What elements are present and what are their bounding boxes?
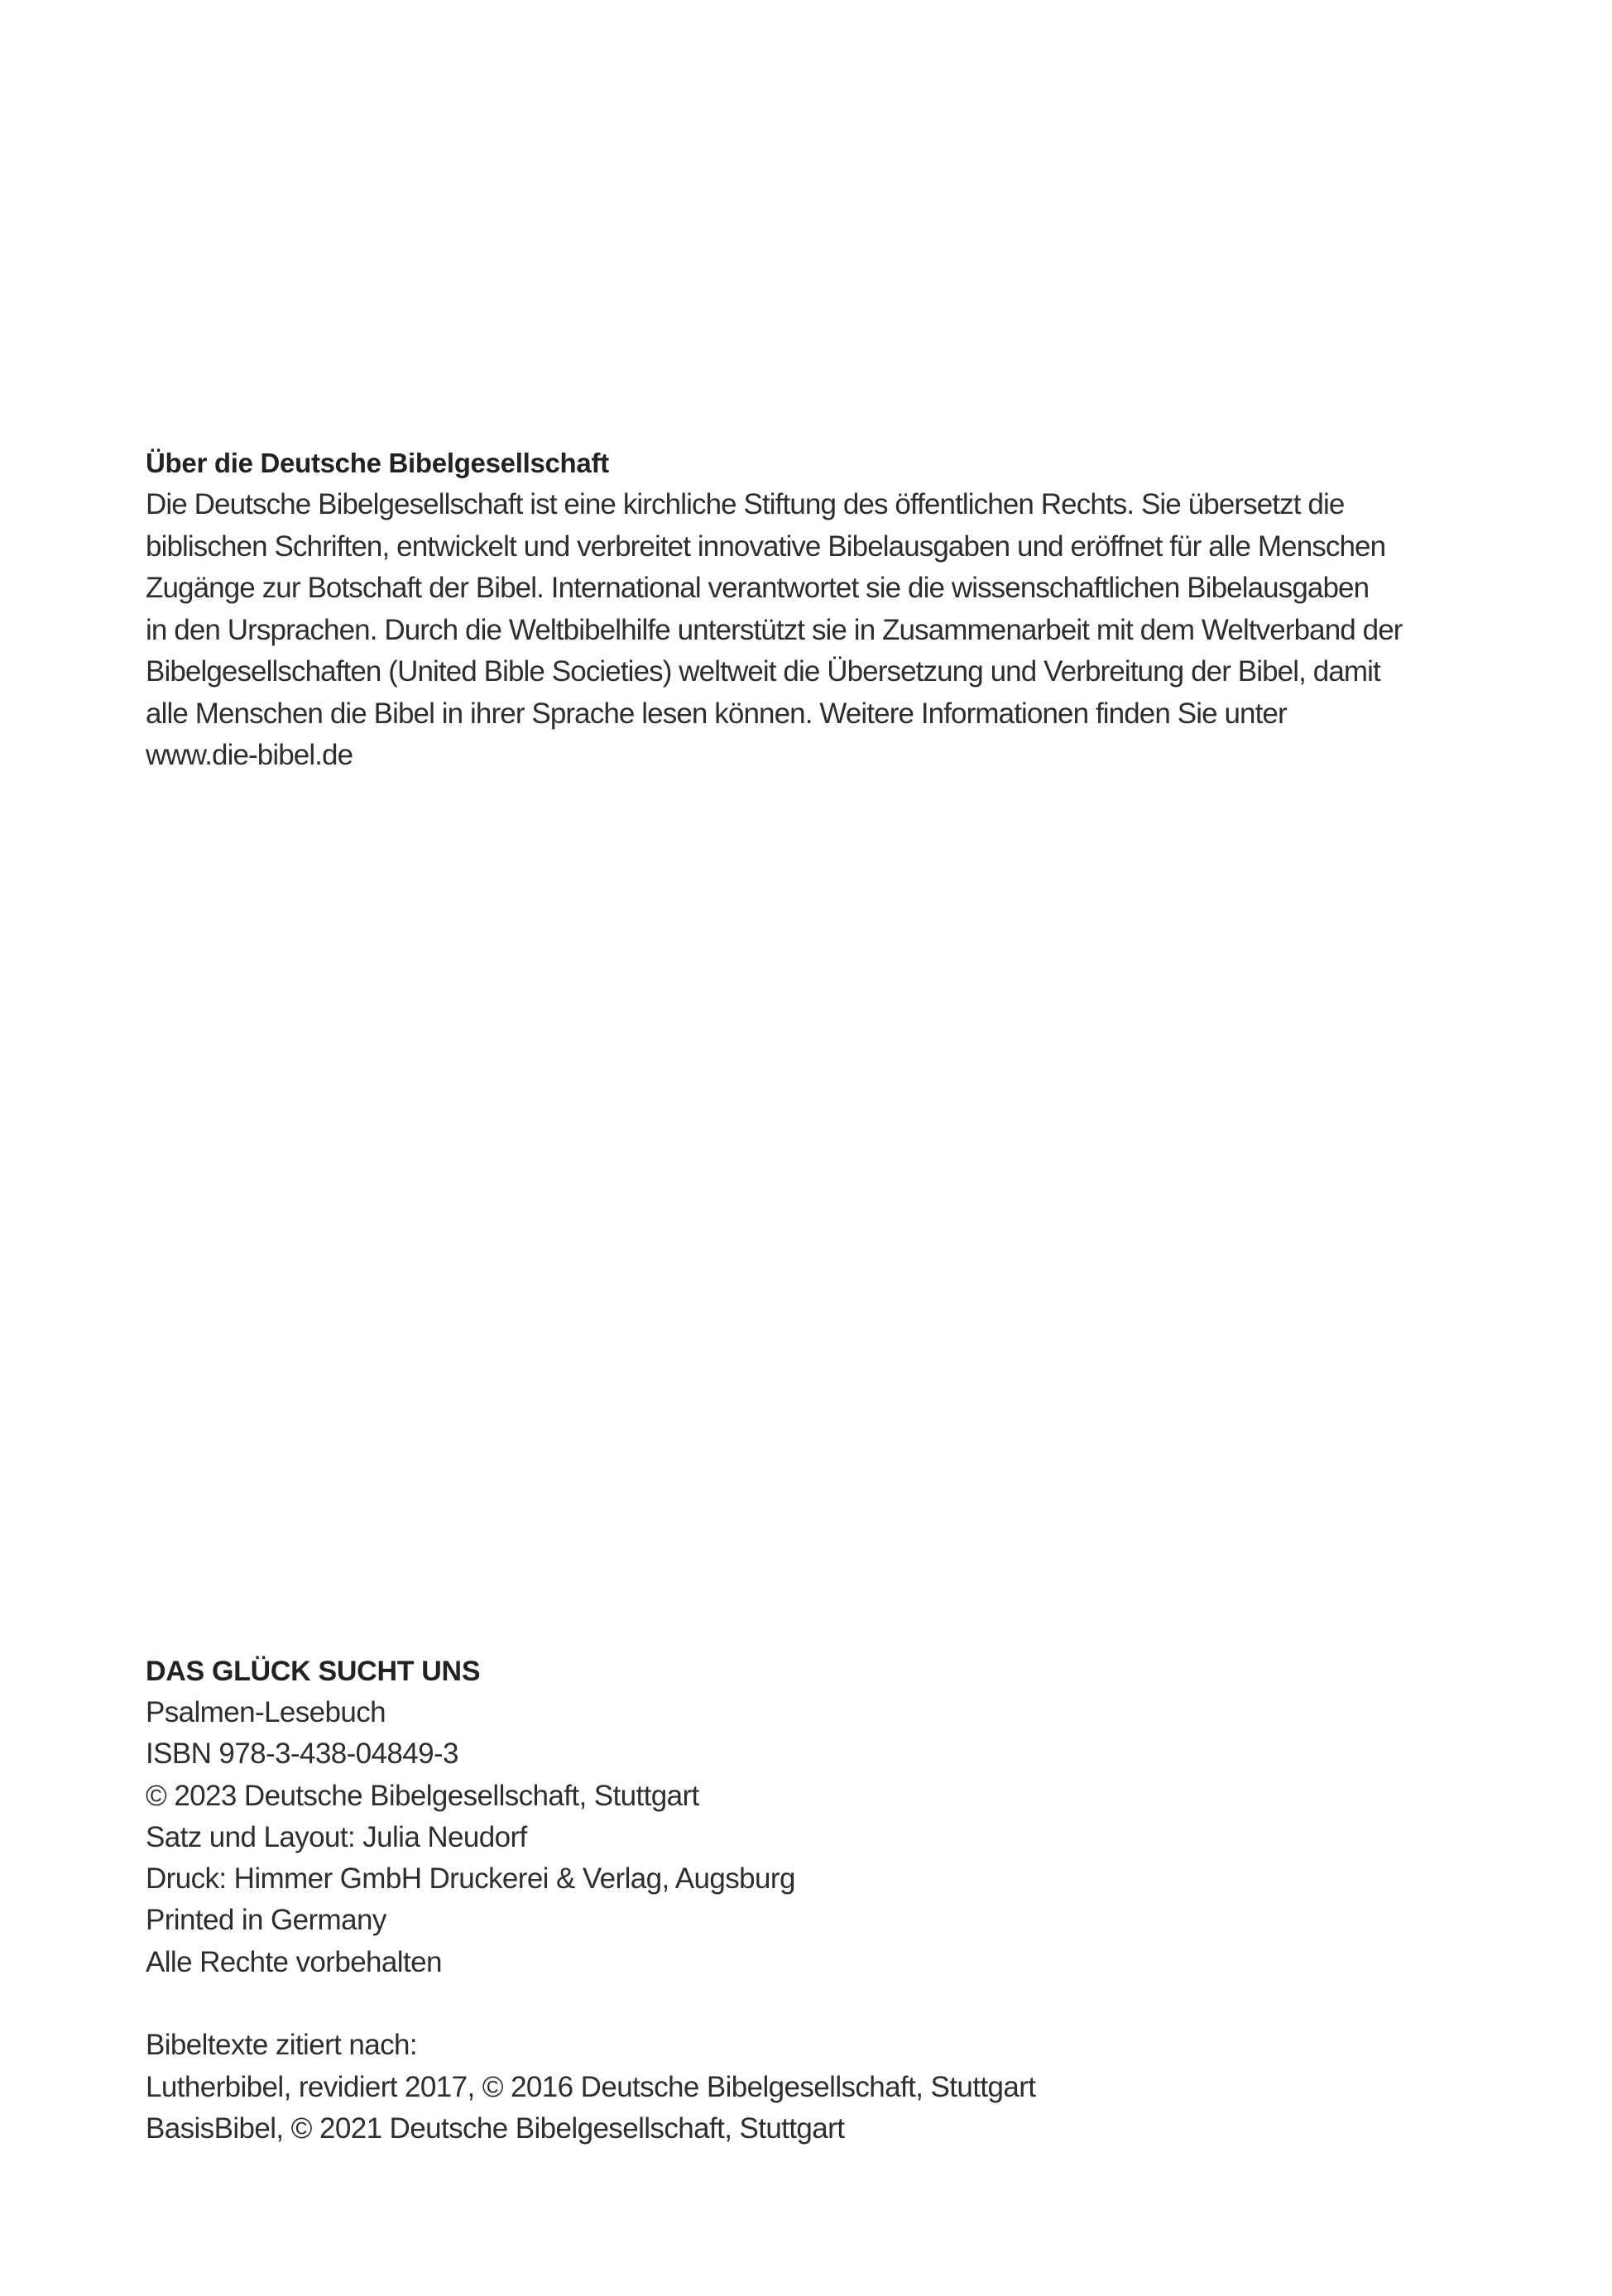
about-text-line: Bibelgesellschaften (United Bible Societies) weltweit die Übersetzung und Verbreitung der Bibel, damit — [146, 655, 1380, 688]
print-credit: Druck: Himmer GmbH Druckerei & Verlag, Augsburg — [146, 1862, 795, 1896]
rights-notice: Alle Rechte vorbehalten — [146, 1945, 442, 1978]
about-text-line: Die Deutsche Bibelgesellschaft ist eine kirchliche Stiftung des öffentlichen Rechts. Sie übersetzt die — [146, 488, 1345, 520]
imprint-section — [146, 1651, 1470, 1983]
copyright-notice: © 2023 Deutsche Bibelgesellschaft, Stuttgart — [146, 1779, 699, 1812]
about-text-line: Zugänge zur Botschaft der Bibel. International verantwortet sie die wissenschaftlichen Bibelausgaben — [146, 572, 1370, 604]
isbn: ISBN 978-3-438-04849-3 — [146, 1738, 458, 1771]
website-link[interactable]: www.die-bibel.de — [146, 739, 353, 771]
book-title: DAS GLÜCK SUCHT UNS — [146, 1656, 481, 1687]
layout-credit: Satz und Layout: Julia Neudorf — [146, 1820, 527, 1853]
book-subtitle: Psalmen-Lesebuch — [146, 1696, 386, 1728]
sources-intro: Bibeltexte zitiert nach: — [146, 2029, 417, 2061]
bible-sources-section — [146, 2025, 1470, 2150]
about-text-line: in den Ursprachen. Durch die Weltbibelhilfe unterstützt sie in Zusammenarbeit mit dem Weltverband der — [146, 613, 1403, 646]
about-section — [146, 443, 1470, 777]
about-text-line: alle Menschen die Bibel in ihrer Sprache lesen können. Weitere Informationen finden Sie unter — [146, 697, 1287, 730]
about-text-line: biblischen Schriften, entwickelt und verbreitet innovative Bibelausgaben und eröffnet für alle Menschen — [146, 530, 1386, 563]
source-basisbibel: BasisBibel, © 2021 Deutsche Bibelgesellschaft, Stuttgart — [146, 2112, 845, 2145]
about-heading: Über die Deutsche Bibelgesellschaft — [146, 448, 609, 478]
source-luther: Lutherbibel, revidiert 2017, © 2016 Deutsche Bibelgesellschaft, Stuttgart — [146, 2070, 1036, 2103]
printed-in: Printed in Germany — [146, 1904, 386, 1937]
